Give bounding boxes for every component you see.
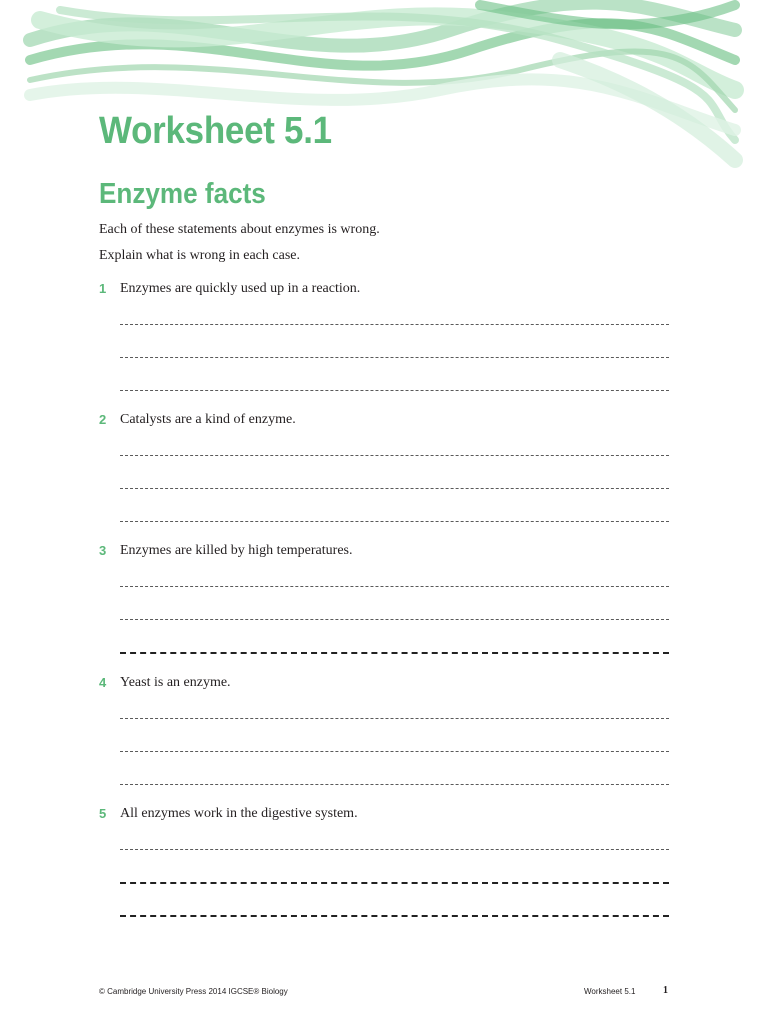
question-number: 5	[99, 806, 107, 821]
question-number: 3	[99, 543, 107, 558]
worksheet-subtitle: Enzyme facts	[99, 178, 266, 210]
question-number: 1	[99, 281, 107, 296]
footer-worksheet-label: Worksheet 5.1	[584, 987, 636, 996]
instruction-line-1: Each of these statements about enzymes is wrong.	[99, 222, 380, 237]
answer-line[interactable]	[120, 751, 669, 752]
answer-line[interactable]	[120, 849, 669, 850]
question-text: Yeast is an enzyme.	[120, 675, 231, 690]
answer-line[interactable]	[120, 488, 669, 489]
question-1	[99, 280, 679, 298]
question-5	[99, 805, 679, 823]
question-2	[99, 411, 679, 429]
answer-line[interactable]	[120, 324, 669, 325]
answer-line[interactable]	[120, 390, 669, 391]
answer-line[interactable]	[120, 586, 669, 587]
question-3	[99, 542, 679, 560]
answer-line[interactable]	[120, 652, 669, 654]
question-number: 4	[99, 675, 107, 690]
footer-copyright: © Cambridge University Press 2014 IGCSE® Biology	[99, 987, 288, 996]
answer-line[interactable]	[120, 521, 669, 522]
instruction-line-2: Explain what is wrong in each case.	[99, 248, 300, 263]
answer-line[interactable]	[120, 357, 669, 358]
answer-line[interactable]	[120, 784, 669, 785]
question-text: Catalysts are a kind of enzyme.	[120, 412, 296, 427]
question-text: Enzymes are killed by high temperatures.	[120, 543, 353, 558]
answer-line[interactable]	[120, 619, 669, 620]
answer-line[interactable]	[120, 455, 669, 456]
question-text: Enzymes are quickly used up in a reaction.	[120, 281, 361, 296]
question-4	[99, 674, 679, 692]
answer-line[interactable]	[120, 882, 669, 884]
answer-line[interactable]	[120, 718, 669, 719]
footer-page-number: 1	[663, 985, 668, 996]
question-text: All enzymes work in the digestive system.	[120, 806, 358, 821]
worksheet-title: Worksheet 5.1	[99, 110, 332, 152]
question-number: 2	[99, 412, 107, 427]
answer-line[interactable]	[120, 915, 669, 917]
